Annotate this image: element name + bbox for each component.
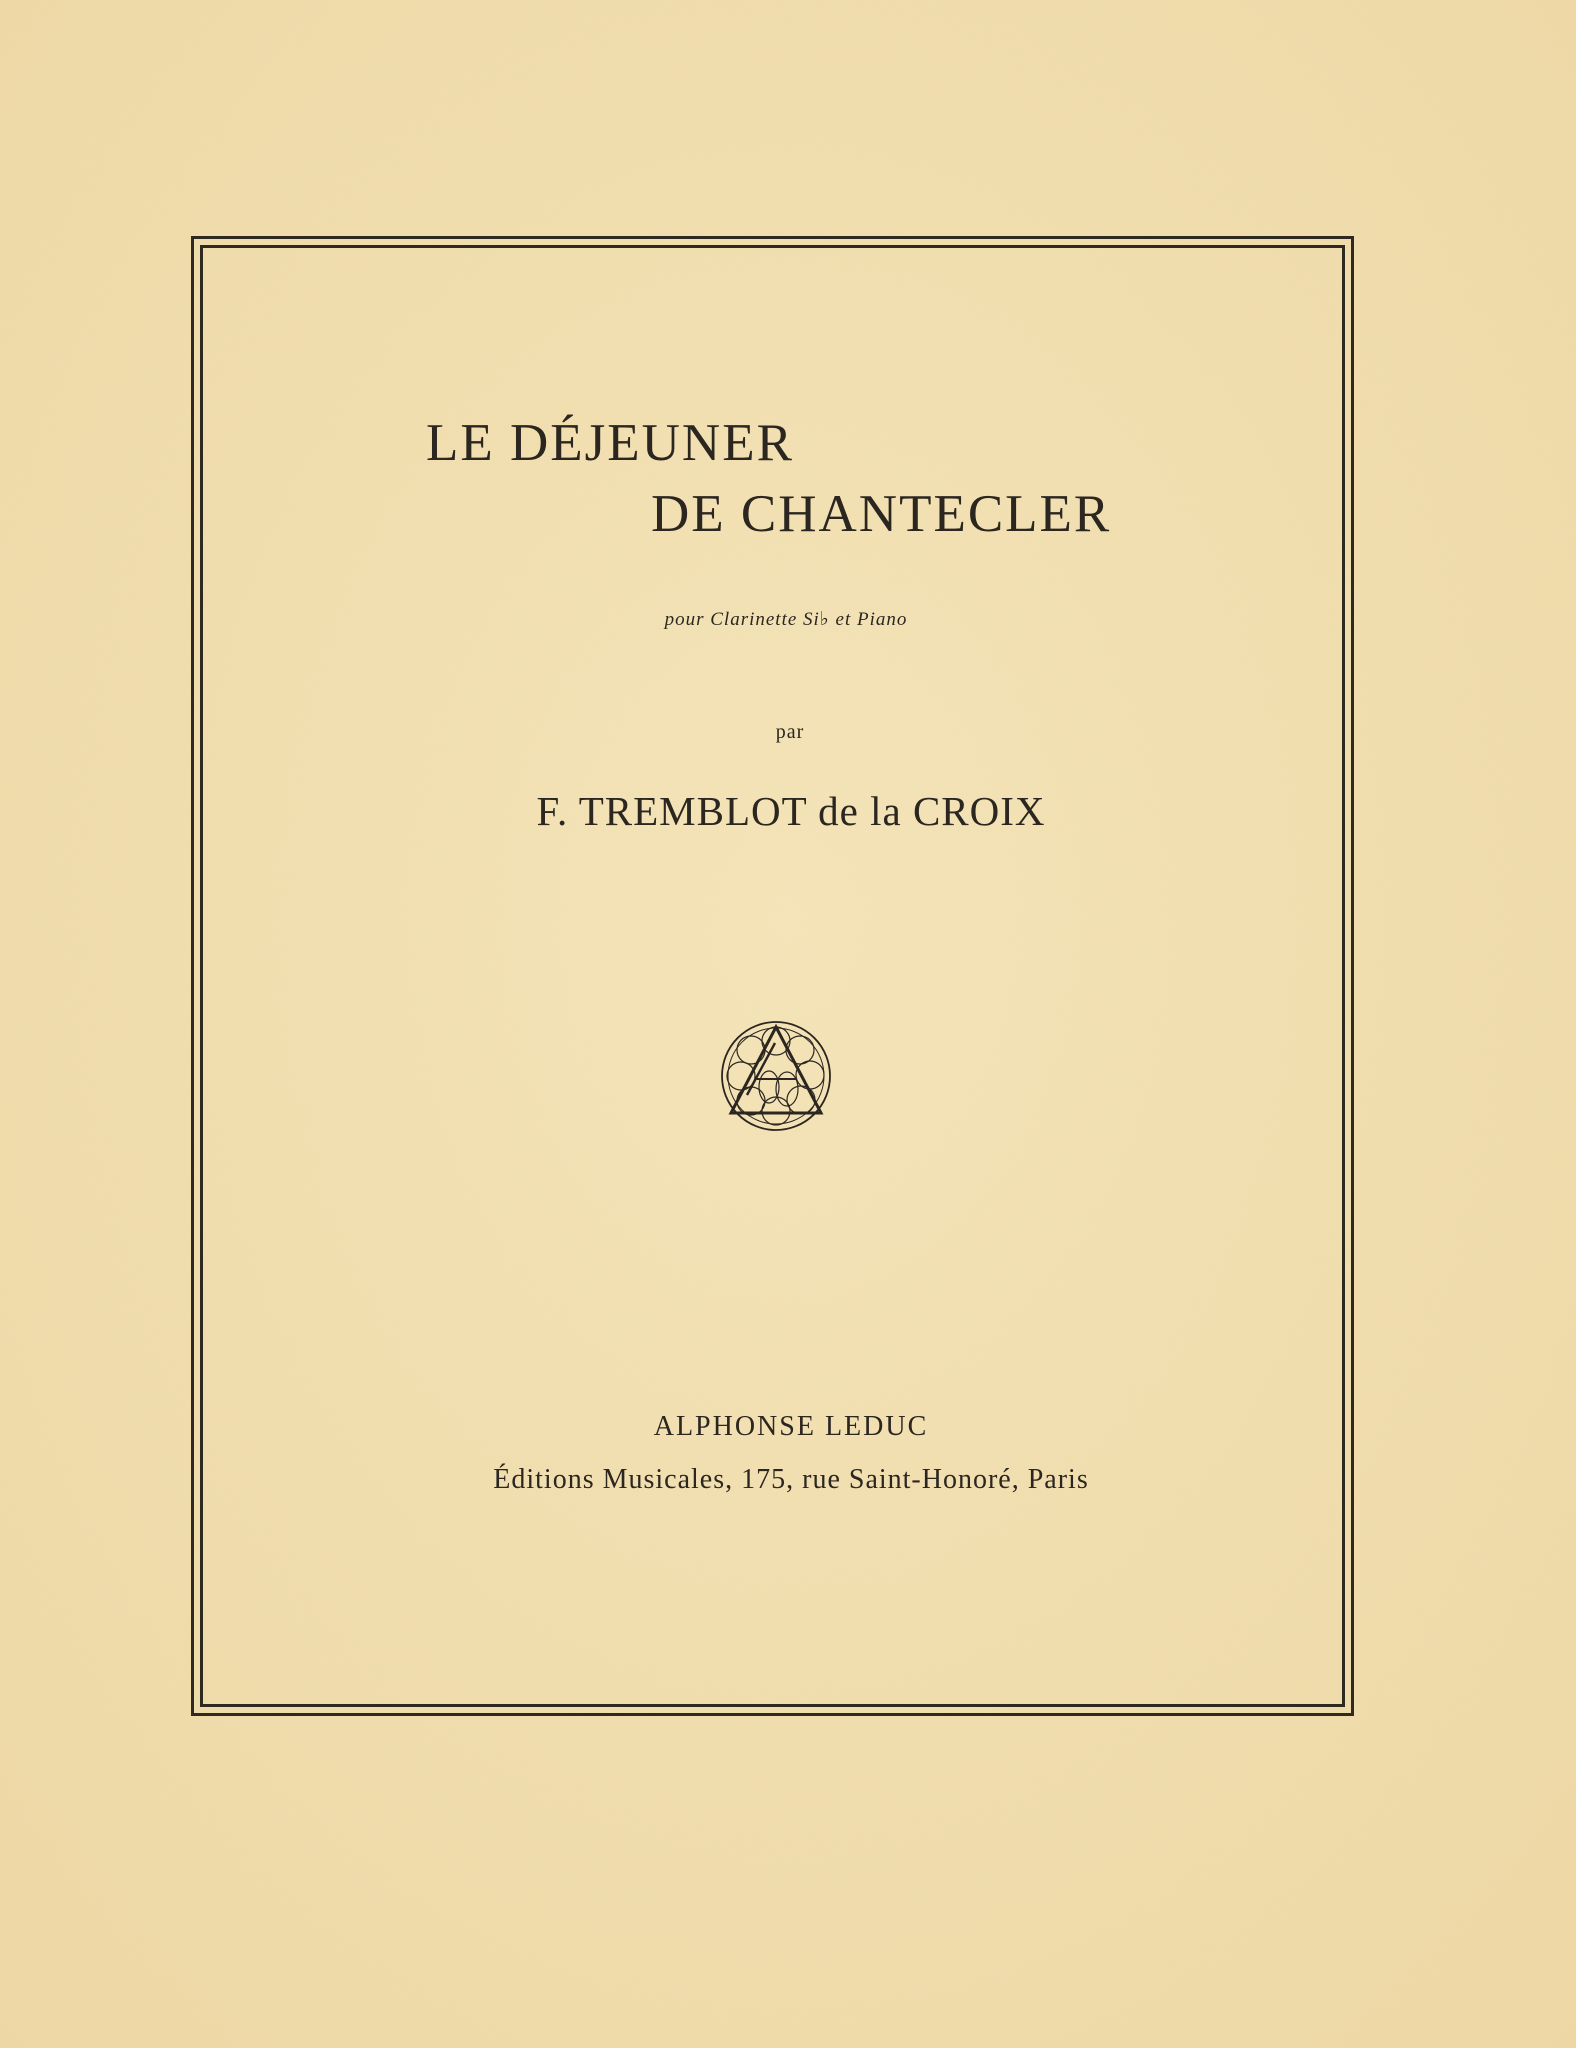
instrumentation-subtitle: pour Clarinette Si♭ et Piano — [664, 609, 908, 630]
title-line-1: LE DÉJEUNER — [426, 414, 794, 472]
publisher-emblem-icon — [717, 1017, 835, 1135]
composer-name: F. TREMBLOT de la CROIX — [536, 788, 1046, 834]
publisher-address: Éditions Musicales, 175, rue Saint-Honoré, Paris — [493, 1464, 1089, 1495]
title-line-2: DE CHANTECLER — [651, 485, 1112, 543]
by-label: par — [775, 721, 805, 743]
publisher-name: ALPHONSE LEDUC — [653, 1411, 929, 1442]
